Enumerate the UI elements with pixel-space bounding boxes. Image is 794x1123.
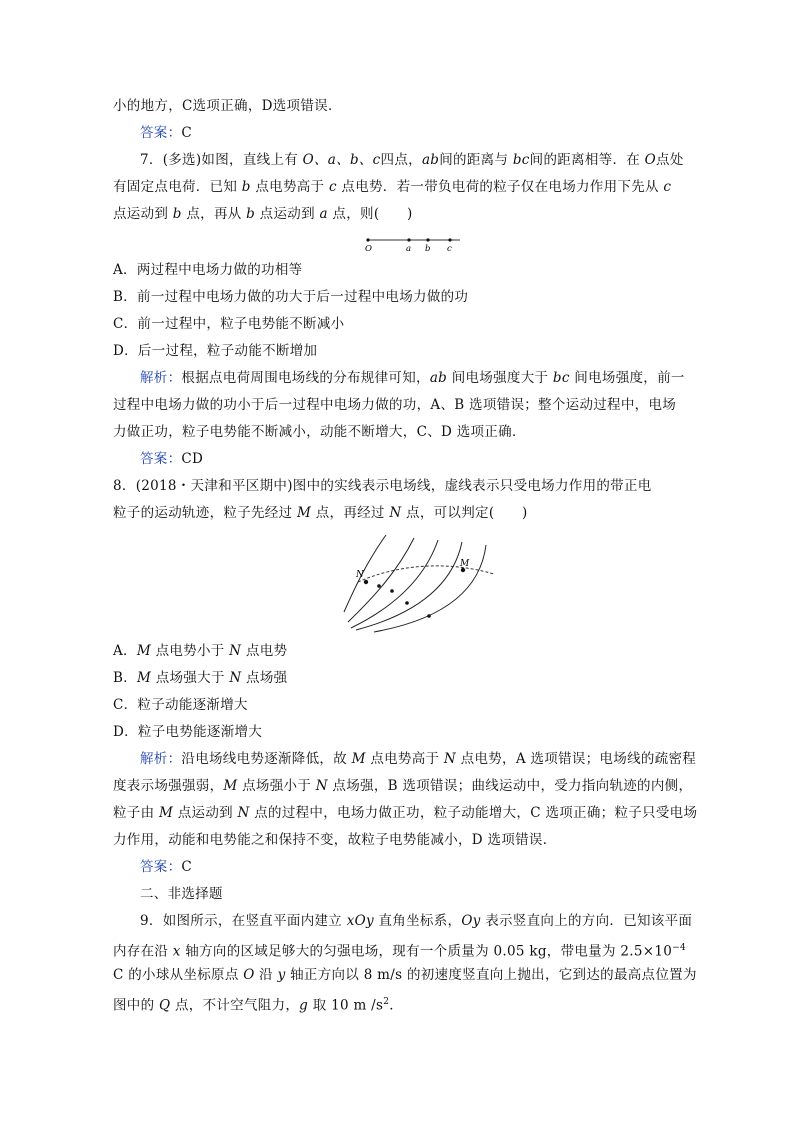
answer-6: 答案：C xyxy=(140,125,193,141)
explanation-7-line-2: 过程中电场力做的功小于后一过程中电场力做的功，A、B 选项错误；整个运动过程中，电场 xyxy=(113,397,677,413)
explanation-7-line-3: 力做正功，粒子电势能不断减小，动能不断增大，C、D 选项正确． xyxy=(113,424,526,440)
label-o: O xyxy=(365,244,372,254)
explanation-8-line-4: 力作用，动能和电势能之和保持不变，故粒子电势能减小，D 选项错误． xyxy=(113,832,557,848)
explanation-7-line-1: 解析：根据点电荷周围电场线的分布规律可知，ab 间电场强度大于 bc 间电场强度，前一 xyxy=(140,370,685,386)
question-9-line-4: 图中的 Q 点，不计空气阻力，g 取 10 m $/s^2$． xyxy=(113,997,404,1014)
section-heading: 二、非选择题 xyxy=(140,886,223,902)
label-a: a xyxy=(406,244,412,254)
answer-7: 答案：CD xyxy=(140,451,204,467)
explanation-8-line-3: 粒子由 M 点运动到 N 点的过程中，电场力做正功，粒子动能增大，C 选项正确；粒子只受电场 xyxy=(113,805,698,821)
point-c xyxy=(448,238,451,241)
explanation-8-line-2: 度表示场强强弱，M 点场强小于 N 点场强，B 选项错误；曲线运动中，受力指向轨迹的内侧， xyxy=(113,778,693,794)
point-a xyxy=(407,238,410,241)
option-7d: D．后一过程，粒子动能不断增加 xyxy=(113,343,318,359)
question-9-line-2: 内存在沿 x 轴方向的区域足够大的匀强电场，现有一个质量为 0.05 kg，带电量为 $2.5\times 10^{-4}$ xyxy=(113,943,686,960)
label-m: M xyxy=(460,559,470,569)
explanation-8-line-1: 解析：沿电场线电势逐渐降低，故 M 点电势高于 N 点电势，A 选项错误；电场线的疏密程 xyxy=(140,751,697,767)
option-7a: A．两过程中电场力做的功相等 xyxy=(113,262,303,278)
field-line-2 xyxy=(348,538,414,622)
question-8-line-1: 8．(2018・天津和平区期中)图中的实线表示电场线，虚线表示只受电场力作用的带正电 xyxy=(113,478,652,494)
question-7-line-1: 7．(多选)如图，直线上有 O、a、b、c四点，ab间的距离与 bc间的距离相等．在 O点处 xyxy=(140,152,684,168)
point-o xyxy=(366,238,369,241)
question-8-line-2: 粒子的运动轨迹，粒子先经过 M 点，再经过 N 点，可以判定( ) xyxy=(113,505,528,521)
option-8a: A．M 点电势小于 N 点电势 xyxy=(113,643,288,659)
option-7c: C．前一过程中，粒子电势能不断减小 xyxy=(113,316,345,332)
option-8c: C．粒子动能逐渐增大 xyxy=(113,697,248,713)
option-8d: D．粒子电势能逐渐增大 xyxy=(113,724,263,740)
question-9-line-3: C 的小球从坐标原点 O 沿 y 轴正方向以 8 m/s 的初速度竖直向上抛出，它到达的最高点位置为 xyxy=(113,967,697,983)
field-line-figure xyxy=(336,530,496,635)
label-c: c xyxy=(447,244,452,254)
label-b: b xyxy=(425,244,431,254)
line-figure xyxy=(360,232,470,256)
question-7-line-2: 有固定点电荷．已知 b 点电势高于 c 点电势．若一带负电荷的粒子仅在电场力作用下先从 c xyxy=(113,179,672,195)
field-line-3 xyxy=(351,540,438,628)
question-7-line-3: 点运动到 b 点，再从 b 点运动到 a 点，则( ) xyxy=(113,206,413,222)
point-n xyxy=(364,580,368,584)
question-9-line-1: 9．如图所示，在竖直平面内建立 xOy 直角坐标系，Oy 表示竖直向上的方向．已知该平面 xyxy=(140,913,693,929)
text-line: 小的地方，C选项正确，D选项错误． xyxy=(113,98,342,114)
option-8b: B．M 点场强大于 N 点场强 xyxy=(113,670,288,686)
point-b xyxy=(426,238,429,241)
option-7b: B．前一过程中电场力做的功大于后一过程中电场力做的功 xyxy=(113,289,469,305)
label-n: N xyxy=(356,570,364,580)
answer-8: 答案：C xyxy=(140,859,193,875)
field-line-1 xyxy=(344,535,386,612)
